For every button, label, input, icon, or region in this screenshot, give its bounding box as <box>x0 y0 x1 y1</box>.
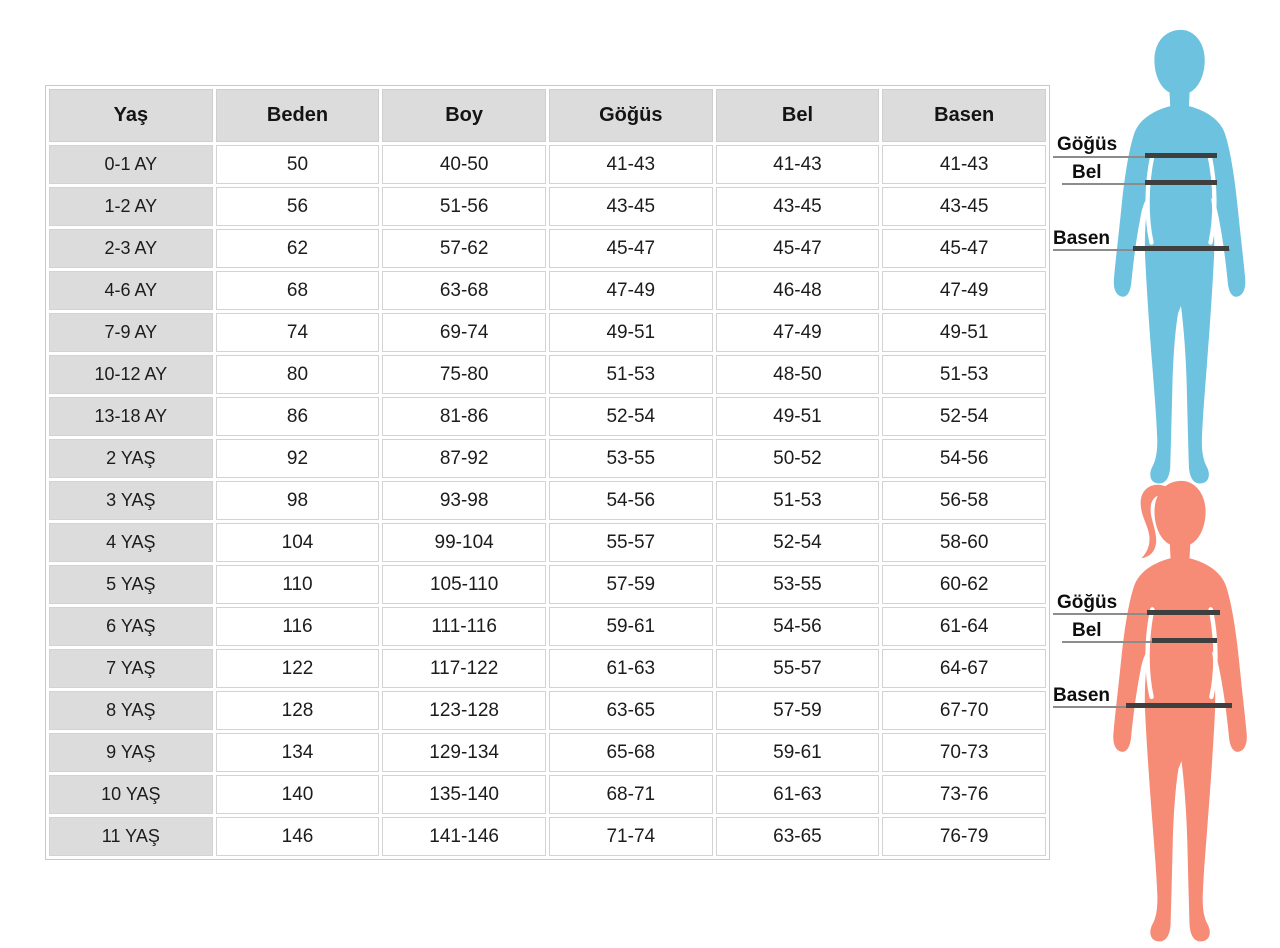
value-cell: 135-140 <box>382 775 546 814</box>
col-header-height: Boy <box>382 89 546 142</box>
value-cell: 140 <box>216 775 380 814</box>
girl-waist-label: Bel <box>1072 620 1102 641</box>
value-cell: 50-52 <box>716 439 880 478</box>
value-cell: 110 <box>216 565 380 604</box>
value-cell: 57-59 <box>549 565 713 604</box>
value-cell: 105-110 <box>382 565 546 604</box>
value-cell: 41-43 <box>716 145 880 184</box>
value-cell: 52-54 <box>716 523 880 562</box>
value-cell: 51-56 <box>382 187 546 226</box>
value-cell: 55-57 <box>549 523 713 562</box>
value-cell: 69-74 <box>382 313 546 352</box>
table-row <box>49 691 1046 730</box>
table-row <box>49 565 1046 604</box>
value-cell: 47-49 <box>549 271 713 310</box>
size-table <box>45 85 1050 860</box>
value-cell: 47-49 <box>882 271 1046 310</box>
boy-waist-label: Bel <box>1072 162 1102 183</box>
value-cell: 43-45 <box>549 187 713 226</box>
boy-silhouette <box>1109 27 1253 487</box>
age-cell: 1-2 AY <box>49 187 213 226</box>
age-cell: 10 YAŞ <box>49 775 213 814</box>
value-cell: 73-76 <box>882 775 1046 814</box>
value-cell: 61-63 <box>716 775 880 814</box>
col-header-waist: Bel <box>716 89 880 142</box>
table-row <box>49 355 1046 394</box>
girl-hip-measure-bar <box>1126 703 1232 708</box>
age-cell: 10-12 AY <box>49 355 213 394</box>
value-cell: 58-60 <box>882 523 1046 562</box>
value-cell: 45-47 <box>716 229 880 268</box>
header-row <box>49 89 1046 142</box>
value-cell: 54-56 <box>716 607 880 646</box>
value-cell: 64-67 <box>882 649 1046 688</box>
col-header-size: Beden <box>216 89 380 142</box>
table-row <box>49 229 1046 268</box>
value-cell: 56 <box>216 187 380 226</box>
table-row <box>49 649 1046 688</box>
value-cell: 134 <box>216 733 380 772</box>
value-cell: 49-51 <box>549 313 713 352</box>
table-row <box>49 439 1046 478</box>
table-row <box>49 271 1046 310</box>
value-cell: 141-146 <box>382 817 546 856</box>
value-cell: 41-43 <box>882 145 1046 184</box>
value-cell: 49-51 <box>882 313 1046 352</box>
value-cell: 111-116 <box>382 607 546 646</box>
table-row <box>49 187 1046 226</box>
age-cell: 8 YAŞ <box>49 691 213 730</box>
value-cell: 47-49 <box>716 313 880 352</box>
value-cell: 45-47 <box>882 229 1046 268</box>
age-cell: 13-18 AY <box>49 397 213 436</box>
value-cell: 40-50 <box>382 145 546 184</box>
value-cell: 99-104 <box>382 523 546 562</box>
age-cell: 4-6 AY <box>49 271 213 310</box>
age-cell: 7 YAŞ <box>49 649 213 688</box>
age-cell: 3 YAŞ <box>49 481 213 520</box>
value-cell: 92 <box>216 439 380 478</box>
age-cell: 2-3 AY <box>49 229 213 268</box>
value-cell: 75-80 <box>382 355 546 394</box>
age-cell: 7-9 AY <box>49 313 213 352</box>
boy-chest-label: Göğüs <box>1057 134 1118 155</box>
table-row <box>49 145 1046 184</box>
value-cell: 68-71 <box>549 775 713 814</box>
table-row <box>49 481 1046 520</box>
value-cell: 61-63 <box>549 649 713 688</box>
value-cell: 52-54 <box>882 397 1046 436</box>
value-cell: 59-61 <box>716 733 880 772</box>
boy-waist-measure-bar <box>1145 180 1217 185</box>
value-cell: 53-55 <box>716 565 880 604</box>
girl-chest-measure-bar <box>1147 610 1220 615</box>
value-cell: 45-47 <box>549 229 713 268</box>
value-cell: 67-70 <box>882 691 1046 730</box>
value-cell: 56-58 <box>882 481 1046 520</box>
value-cell: 43-45 <box>882 187 1046 226</box>
table-row <box>49 817 1046 856</box>
value-cell: 49-51 <box>716 397 880 436</box>
age-cell: 11 YAŞ <box>49 817 213 856</box>
table-row <box>49 397 1046 436</box>
value-cell: 128 <box>216 691 380 730</box>
value-cell: 61-64 <box>882 607 1046 646</box>
girl-hip-label: Basen <box>1053 685 1111 706</box>
value-cell: 123-128 <box>382 691 546 730</box>
value-cell: 43-45 <box>716 187 880 226</box>
value-cell: 59-61 <box>549 607 713 646</box>
value-cell: 98 <box>216 481 380 520</box>
value-cell: 63-68 <box>382 271 546 310</box>
value-cell: 129-134 <box>382 733 546 772</box>
value-cell: 54-56 <box>549 481 713 520</box>
table-row <box>49 523 1046 562</box>
age-cell: 4 YAŞ <box>49 523 213 562</box>
table-row <box>49 733 1046 772</box>
age-cell: 0-1 AY <box>49 145 213 184</box>
value-cell: 41-43 <box>549 145 713 184</box>
value-cell: 52-54 <box>549 397 713 436</box>
value-cell: 55-57 <box>716 649 880 688</box>
value-cell: 80 <box>216 355 380 394</box>
value-cell: 71-74 <box>549 817 713 856</box>
value-cell: 122 <box>216 649 380 688</box>
boy-hip-measure-bar <box>1133 246 1229 251</box>
value-cell: 70-73 <box>882 733 1046 772</box>
value-cell: 62 <box>216 229 380 268</box>
value-cell: 68 <box>216 271 380 310</box>
value-cell: 57-59 <box>716 691 880 730</box>
girl-waist-measure-bar <box>1152 638 1217 643</box>
age-cell: 6 YAŞ <box>49 607 213 646</box>
age-cell: 2 YAŞ <box>49 439 213 478</box>
col-header-hip: Basen <box>882 89 1046 142</box>
girl-silhouette <box>1108 478 1255 945</box>
value-cell: 93-98 <box>382 481 546 520</box>
table-row <box>49 775 1046 814</box>
value-cell: 86 <box>216 397 380 436</box>
value-cell: 50 <box>216 145 380 184</box>
age-cell: 9 YAŞ <box>49 733 213 772</box>
value-cell: 81-86 <box>382 397 546 436</box>
value-cell: 48-50 <box>716 355 880 394</box>
value-cell: 51-53 <box>716 481 880 520</box>
col-header-chest: Göğüs <box>549 89 713 142</box>
value-cell: 51-53 <box>549 355 713 394</box>
col-header-age: Yaş <box>49 89 213 142</box>
value-cell: 46-48 <box>716 271 880 310</box>
value-cell: 104 <box>216 523 380 562</box>
value-cell: 146 <box>216 817 380 856</box>
table-row <box>49 313 1046 352</box>
boy-chest-measure-bar <box>1145 153 1217 158</box>
value-cell: 117-122 <box>382 649 546 688</box>
value-cell: 57-62 <box>382 229 546 268</box>
boy-body-shape <box>1114 30 1246 484</box>
value-cell: 74 <box>216 313 380 352</box>
value-cell: 87-92 <box>382 439 546 478</box>
value-cell: 54-56 <box>882 439 1046 478</box>
value-cell: 51-53 <box>882 355 1046 394</box>
boy-hip-label: Basen <box>1053 228 1111 249</box>
girl-body-shape <box>1113 481 1247 941</box>
value-cell: 63-65 <box>716 817 880 856</box>
size-table-body <box>49 145 1046 856</box>
value-cell: 53-55 <box>549 439 713 478</box>
value-cell: 76-79 <box>882 817 1046 856</box>
value-cell: 63-65 <box>549 691 713 730</box>
table-row <box>49 607 1046 646</box>
value-cell: 60-62 <box>882 565 1046 604</box>
value-cell: 116 <box>216 607 380 646</box>
age-cell: 5 YAŞ <box>49 565 213 604</box>
girl-chest-label: Göğüs <box>1057 592 1118 613</box>
value-cell: 65-68 <box>549 733 713 772</box>
